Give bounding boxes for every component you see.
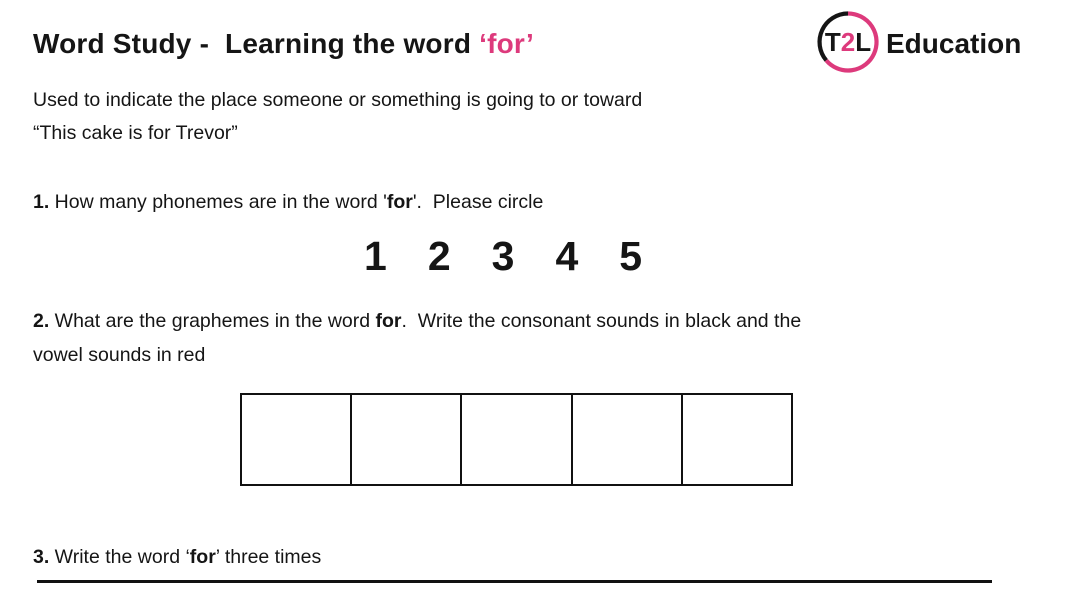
question-3-text-pre: Write the word ‘ (49, 546, 190, 568)
question-2 (33, 304, 1013, 372)
writing-line[interactable] (37, 580, 992, 583)
grapheme-boxes (240, 393, 793, 486)
phoneme-option-2[interactable]: 2 (427, 233, 451, 279)
question-1-text-post: '. Please circle (412, 191, 544, 213)
phoneme-option-5[interactable]: 5 (619, 233, 643, 279)
phoneme-option-1[interactable]: 1 (364, 233, 387, 279)
page-title-text: Word Study - Learning the word (33, 28, 480, 59)
grapheme-box-5[interactable] (681, 393, 793, 486)
definition-block (33, 84, 642, 150)
brand-name: Education (886, 28, 1022, 59)
t2l-logo (815, 9, 881, 75)
grapheme-box-4[interactable] (571, 393, 683, 486)
example-sentence: “This cake is for Trevor” (33, 122, 238, 144)
question-3-number: 3. (33, 546, 50, 568)
question-2-number: 2. (33, 310, 50, 332)
question-3-target-word: for (189, 546, 216, 568)
definition-line: Used to indicate the place someone or something is going to or toward (33, 89, 643, 111)
page-title (33, 28, 534, 60)
question-2-text-pre: What are the graphemes in the word (49, 310, 376, 332)
t2l-logo-text: T2L (824, 27, 872, 57)
question-1-text-pre: How many phonemes are in the word ' (49, 191, 387, 213)
question-2-line1 (33, 304, 1013, 338)
grapheme-box-2[interactable] (350, 393, 462, 486)
question-2-text-post: . Write the consonant sounds in black and the (401, 310, 802, 332)
question-3 (33, 540, 321, 574)
question-2-line2: vowel sounds in red (33, 344, 206, 366)
t2l-logo-icon (815, 9, 881, 75)
question-1-number: 1. (33, 191, 50, 213)
grapheme-box-1[interactable] (240, 393, 352, 486)
phoneme-options (364, 234, 642, 278)
question-3-text-post: ’ three times (215, 546, 322, 568)
question-1-target-word: for (386, 191, 413, 213)
phoneme-option-4[interactable]: 4 (555, 233, 579, 279)
grapheme-box-3[interactable] (460, 393, 572, 486)
page-title-target-word: ‘for’ (479, 28, 535, 59)
phoneme-option-3[interactable]: 3 (491, 233, 515, 279)
question-2-target-word: for (375, 310, 402, 332)
question-1 (33, 185, 543, 219)
